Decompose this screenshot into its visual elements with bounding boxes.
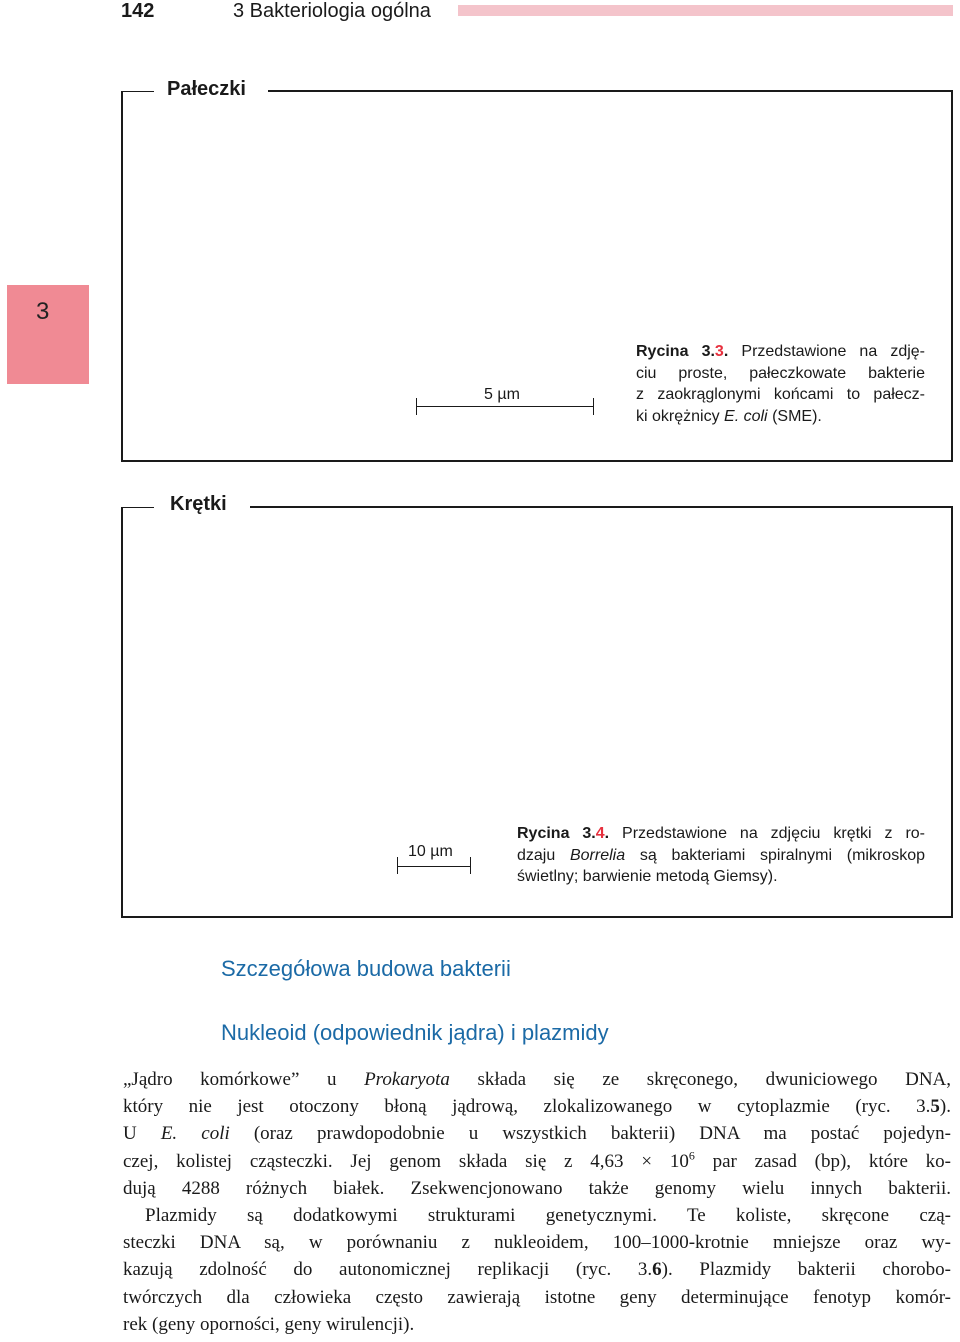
- figure-2-label: Krętki: [170, 493, 227, 515]
- figure-2-scale-label: 10 µm: [408, 843, 453, 860]
- figure-2-scale-bar: [397, 866, 471, 867]
- chapter-tab-number: 3: [36, 298, 50, 325]
- figure-1-scale-bar: [416, 406, 594, 407]
- body-line: kazują zdolność do autonomicznej replikacji (ryc. 3.6). Plazmidy bakterii chorobo-: [123, 1259, 952, 1281]
- subsection-title: Nukleoid (odpowiednik jądra) i plazmidy: [221, 1020, 609, 1045]
- page-number: 142: [121, 0, 155, 22]
- running-header-title: 3 Bakteriologia ogólna: [233, 0, 431, 22]
- figure-1-scale-tick-left: [416, 398, 417, 415]
- body-line: steczki DNA są, w porównaniu z nukleoidem, 100–1000-krotnie mniejsze oraz wy-: [123, 1232, 951, 1254]
- figure-1-caption-line-4: ki okrężnicy E. coli (SME).: [636, 407, 822, 425]
- figure-1-caption-line-1: Rycina 3.3. Przedstawione na zdję-: [636, 343, 926, 360]
- figure-2-caption-line-1: Rycina 3.4. Przedstawione na zdjęciu krętki z ro-: [517, 825, 926, 842]
- body-line: twórczych dla człowieka często zawierają istotne geny determinujące fenotyp komór-: [123, 1286, 951, 1308]
- header-decorative-bar: [458, 5, 953, 16]
- chapter-tab: [7, 285, 89, 384]
- figure-1-caption: [636, 341, 925, 427]
- body-line: „Jądro komórkowe” u Prokaryota składa się ze skręconego, dwuniciowego DNA,: [123, 1069, 952, 1090]
- figure-2-scale-tick-right: [470, 857, 471, 874]
- body-line: Plazmidy są dodatkowymi strukturami genetycznymi. Te koliste, skręcone czą-: [145, 1205, 951, 1227]
- figure-1-caption-line-2: ciu proste, pałeczkowate bakterie: [636, 364, 925, 382]
- body-line: U E. coli (oraz prawdopodobnie u wszystkich bakterii) DNA ma postać pojedyn-: [123, 1123, 951, 1145]
- figure-1-label: Pałeczki: [167, 78, 246, 100]
- figure-2-caption-line-3: świetlny; barwienie metodą Giemsy).: [517, 868, 778, 885]
- figure-2-caption: [517, 823, 925, 888]
- body-line: rek (geny oporności, geny wirulencji).: [123, 1313, 415, 1335]
- figure-2-caption-line-2: dzaju Borrelia są bakteriami spiralnymi (mikroskop: [517, 846, 925, 864]
- figure-1-scale-label: 5 µm: [484, 386, 520, 403]
- body-paragraphs: [123, 1066, 951, 1338]
- figure-1-scale-tick-right: [593, 398, 594, 415]
- figure-1-caption-line-3: z zaokrąglonymi końcami to pałecz-: [636, 386, 925, 403]
- section-title: Szczegółowa budowa bakterii: [221, 956, 511, 981]
- body-line: czej, kolistej cząsteczki. Jej genom składa się z $4,63 \times 10^6$ par zasad (bp), które ko-: [123, 1148, 951, 1172]
- figure-2-scale-tick-left: [397, 857, 398, 874]
- body-line: który nie jest otoczony błoną jądrową, zlokalizowanego w cytoplazmie (ryc. 3.5).: [123, 1096, 951, 1118]
- body-line: dują 4288 różnych białek. Zsekwencjonowano także genomy wielu innych bakterii.: [123, 1177, 951, 1199]
